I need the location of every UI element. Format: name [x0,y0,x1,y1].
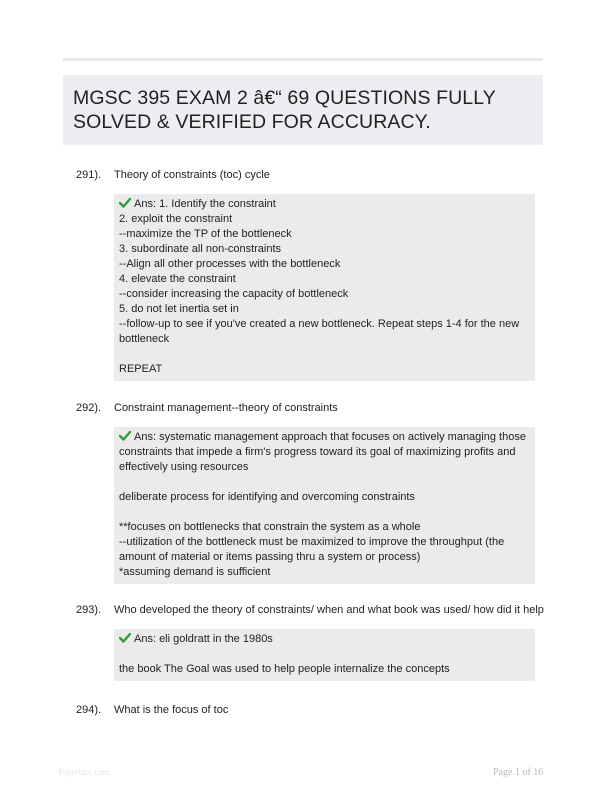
answer-line: --Align all other processes with the bottleneck [119,258,341,270]
answer-line [119,647,530,662]
answer-line: deliberate process for identifying and overcoming constraints [119,491,415,503]
answer-text: Ans: 1. Identify the constraint [134,198,276,210]
answer-line: 3. subordinate all non-constraints [119,243,282,255]
question-text: What is the focus of toc [114,704,229,716]
answer-line: --follow-up to see if you've created a new bottleneck. Repeat steps 1-4 for the new [119,318,520,330]
answer-line [119,505,530,520]
answer-line: *assuming demand is sufficient [119,566,271,578]
answer-line: REPEAT [119,363,163,375]
question-number: 292). [76,402,102,414]
checkmark-icon [119,632,131,643]
answer-line [119,197,530,212]
answer-line: 5. do not let inertia set in [119,303,239,315]
answer-line: --maximize the TP of the bottleneck [119,228,292,240]
answer-line: amount of material or items passing thru a system or process) [119,551,421,563]
answer-line [119,347,530,362]
document-title: MGSC 395 EXAM 2 â€“ 69 QUESTIONS FULLY SOLVED & VERIFIED FOR ACCURACY. [73,87,496,133]
top-divider [63,58,543,61]
answer-line: effectively using resources [119,461,249,473]
question-text: Theory of constraints (toc) cycle [114,169,270,181]
checkmark-icon [119,430,131,441]
answer-box [114,427,535,584]
answer-text: Ans: systematic management approach that focuses on actively managing those [134,431,526,443]
answer-line [119,475,530,490]
answer-line: --consider increasing the capacity of bottleneck [119,288,349,300]
answer-line [119,632,530,647]
answer-line: the book The Goal was used to help people internalize the concepts [119,663,450,675]
page-indicator: Page 1 of 16 [493,767,544,778]
question-number: 293). [76,604,102,616]
answer-box [114,194,535,381]
question-number: 291). [76,169,102,181]
answer-line: **focuses on bottlenecks that constrain the system as a whole [119,521,421,533]
question-text: Constraint management--theory of constraints [114,402,338,414]
answer-text: Ans: eli goldratt in the 1980s [134,633,273,645]
answer-line: 4. elevate the constraint [119,273,236,285]
answer-box [114,629,535,681]
answer-line [119,430,530,445]
footer-watermark: Paperbite.com [58,767,110,777]
checkmark-icon [119,197,131,208]
document-title-box [63,75,543,145]
question-number: 294). [76,704,102,716]
answer-line: constraints that impede a firm's progress toward its goal of maximizing profits and [119,446,516,458]
question-text: Who developed the theory of constraints/ when and what book was used/ how did it help [114,604,544,616]
answer-line: bottleneck [119,333,170,345]
answer-line: 2. exploit the constraint [119,213,233,225]
answer-line: --utilization of the bottleneck must be maximized to improve the throughput (the [119,536,505,548]
